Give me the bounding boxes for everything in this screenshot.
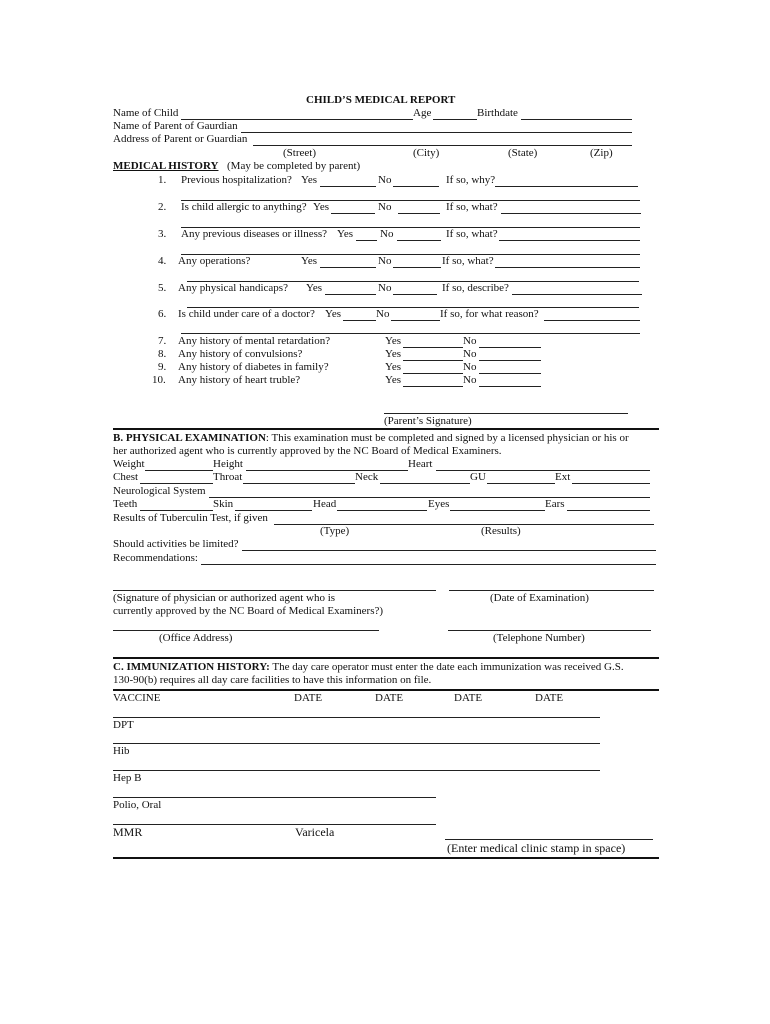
medical-history-note: (May be completed by parent) [227, 160, 361, 172]
q4-follow-label: If so, what? [442, 255, 494, 267]
q3-no-field[interactable] [397, 240, 441, 241]
ears-label: Ears [545, 498, 565, 510]
q10-yes-label: Yes [385, 374, 402, 386]
office-address-caption: (Office Address) [159, 632, 233, 644]
physician-signature-caption-1: (Signature of physician or authorized agent who is [113, 592, 336, 604]
q9-yes-field[interactable] [403, 373, 463, 374]
head-field[interactable] [337, 510, 427, 511]
parent-name-label: Name of Parent of Gaurdian [113, 120, 238, 132]
q1-yes-field[interactable] [320, 186, 376, 187]
q3-yes-field[interactable] [356, 240, 377, 241]
gu-label: GU [470, 471, 486, 483]
immunization-intro [113, 661, 624, 674]
q10-yes-field[interactable] [403, 386, 463, 387]
vaccine-varicela: Varicela [295, 825, 335, 839]
q4-number: 4. [158, 255, 167, 267]
q6-follow-field[interactable] [544, 320, 640, 321]
clinic-stamp-caption: (Enter medical clinic stamp in space) [447, 841, 626, 855]
q1-yes-label: Yes [301, 174, 318, 186]
q6-number: 6. [158, 308, 167, 320]
heart-label: Heart [408, 458, 433, 470]
section-divider-b [113, 428, 659, 430]
col-date-2: DATE [375, 692, 404, 704]
neck-label: Neck [355, 471, 379, 483]
q9-number: 9. [158, 361, 167, 373]
col-vaccine: VACCINE [113, 692, 161, 704]
q5-no-label: No [378, 282, 392, 294]
q3-no-label: No [380, 228, 394, 240]
heart-field[interactable] [436, 470, 650, 471]
vaccine-dpt: DPT [113, 719, 134, 731]
state-caption: (State) [508, 147, 538, 159]
neuro-label: Neurological System [113, 485, 206, 497]
q3-text: Any previous diseases or illness? [181, 228, 328, 240]
age-field[interactable] [433, 119, 477, 120]
col-date-1: DATE [294, 692, 323, 704]
q2-text: Is child allergic to anything? [181, 201, 307, 213]
chest-label: Chest [113, 471, 139, 483]
q10-no-field[interactable] [479, 386, 541, 387]
physician-signature-caption-2: currently approved by the NC Board of Medical Examiners?) [113, 605, 384, 617]
telephone-caption: (Telephone Number) [493, 632, 585, 644]
page-title: CHILD’S MEDICAL REPORT [306, 94, 456, 106]
q9-text: Any history of diabetes in family? [178, 361, 329, 373]
q3-number: 3. [158, 228, 167, 240]
q3-follow-label: If so, what? [446, 228, 498, 240]
physical-exam-intro-1: : This examination must be completed and signed by a licensed physician or his or [265, 432, 629, 444]
q6-yes-field[interactable] [343, 320, 376, 321]
q9-no-label: No [463, 361, 477, 373]
vaccine-polio: Polio, Oral [113, 799, 162, 811]
vaccine-row-line[interactable] [113, 824, 436, 825]
q10-number: 10. [152, 374, 166, 386]
q5-follow-label: If so, describe? [442, 282, 509, 294]
ext-field[interactable] [572, 483, 650, 484]
recommendations-label: Recommendations: [113, 552, 198, 564]
q2-no-label: No [378, 201, 392, 213]
city-caption: (City) [413, 147, 440, 159]
chest-field[interactable] [140, 483, 213, 484]
q2-no-field[interactable] [398, 213, 440, 214]
eyes-field[interactable] [450, 510, 545, 511]
skin-label: Skin [213, 498, 234, 510]
birthdate-field[interactable] [521, 119, 632, 120]
q7-yes-label: Yes [385, 335, 402, 347]
street-caption: (Street) [283, 147, 316, 159]
parent-name-field[interactable] [241, 132, 632, 133]
q6-extra-line[interactable] [181, 333, 640, 334]
immunization-header-rule [113, 689, 659, 691]
q2-yes-label: Yes [313, 201, 330, 213]
vaccine-row-line[interactable] [113, 743, 600, 744]
q4-follow-field[interactable] [495, 267, 640, 268]
q8-no-field[interactable] [479, 360, 541, 361]
q5-yes-field[interactable] [325, 294, 376, 295]
eyes-label: Eyes [428, 498, 450, 510]
q8-no-label: No [463, 348, 477, 360]
ears-field[interactable] [567, 510, 650, 511]
q7-text: Any history of mental retardation? [178, 335, 331, 347]
office-address-field[interactable] [113, 630, 379, 631]
head-label: Head [313, 498, 337, 510]
age-label: Age [413, 107, 432, 119]
name-of-child-label: Name of Child [113, 107, 179, 119]
q6-text: Is child under care of a doctor? [178, 308, 315, 320]
section-divider-c [113, 657, 659, 659]
bottom-rule [113, 857, 659, 859]
q9-yes-label: Yes [385, 361, 402, 373]
activities-limited-label: Should activities be limited? [113, 538, 239, 550]
immunization-heading: C. IMMUNIZATION HISTORY: [113, 661, 270, 673]
physical-exam-heading: B. PHYSICAL EXAMINATION [113, 432, 266, 444]
q7-yes-field[interactable] [403, 347, 463, 348]
immunization-intro-1: The day care operator must enter the date each immunization was received G.S. [269, 661, 624, 673]
medical-history-heading: MEDICAL HISTORY [113, 160, 219, 172]
weight-label: Weight [113, 458, 145, 470]
q8-number: 8. [158, 348, 167, 360]
q8-text: Any history of convulsions? [178, 348, 303, 360]
q7-number: 7. [158, 335, 167, 347]
vaccine-hib: Hib [113, 745, 130, 757]
zip-caption: (Zip) [590, 147, 613, 159]
q2-follow-field[interactable] [501, 213, 641, 214]
q1-no-field[interactable] [393, 186, 439, 187]
ext-label: Ext [555, 471, 571, 483]
q10-text: Any history of heart truble? [178, 374, 301, 386]
physical-exam-intro-2: her authorized agent who is currently approved by the NC Board of Medical Examiners. [113, 445, 502, 457]
q6-no-field[interactable] [391, 320, 440, 321]
throat-field[interactable] [243, 483, 355, 484]
teeth-label: Teeth [113, 498, 138, 510]
q8-yes-field[interactable] [403, 360, 463, 361]
immunization-intro-2: 130-90(b) requires all day care facilities to have this information on file. [113, 674, 432, 686]
address-field[interactable] [253, 145, 632, 146]
telephone-field[interactable] [448, 630, 651, 631]
gu-field[interactable] [487, 483, 555, 484]
q5-no-field[interactable] [393, 294, 437, 295]
col-date-3: DATE [454, 692, 483, 704]
vaccine-row-line[interactable] [113, 717, 600, 718]
q6-follow-label: If so, for what reason? [440, 308, 539, 320]
physician-signature-field[interactable] [113, 590, 436, 591]
q3-follow-field[interactable] [499, 240, 640, 241]
q1-no-label: No [378, 174, 392, 186]
q9-no-field[interactable] [479, 373, 541, 374]
skin-field[interactable] [235, 510, 312, 511]
q7-no-label: No [463, 335, 477, 347]
q8-yes-label: Yes [385, 348, 402, 360]
birthdate-label: Birthdate [477, 107, 518, 119]
tb-test-label: Results of Tuberculin Test, if given [113, 512, 268, 524]
vaccine-row-line[interactable] [113, 770, 600, 771]
throat-label: Throat [213, 471, 243, 483]
q4-text: Any operations? [178, 255, 251, 267]
q6-no-label: No [376, 308, 390, 320]
q10-no-label: No [463, 374, 477, 386]
address-label: Address of Parent or Guardian [113, 133, 248, 145]
vaccine-mmr: MMR [113, 825, 143, 839]
q4-yes-field[interactable] [320, 267, 376, 268]
parent-signature-caption: (Parent’s Signature) [384, 415, 472, 427]
q5-follow-field[interactable] [512, 294, 642, 295]
tb-results-caption: (Results) [481, 525, 521, 537]
q6-yes-label: Yes [325, 308, 342, 320]
activities-limited-field[interactable] [242, 550, 656, 551]
q2-number: 2. [158, 201, 167, 213]
vaccine-hepb: Hep B [113, 772, 142, 784]
height-field[interactable] [246, 470, 408, 471]
q4-no-label: No [378, 255, 392, 267]
q1-text: Previous hospitalization? [181, 174, 292, 186]
q5-number: 5. [158, 282, 167, 294]
q2-yes-field[interactable] [331, 213, 375, 214]
q5-yes-label: Yes [306, 282, 323, 294]
q4-no-field[interactable] [393, 267, 441, 268]
q1-follow-field[interactable] [495, 186, 638, 187]
vaccine-row-line[interactable] [113, 797, 436, 798]
weight-field[interactable] [145, 470, 213, 471]
clinic-stamp-field[interactable] [445, 839, 653, 840]
teeth-field[interactable] [140, 510, 213, 511]
neck-field[interactable] [380, 483, 470, 484]
q2-follow-label: If so, what? [446, 201, 498, 213]
recommendations-field[interactable] [201, 564, 656, 565]
q7-no-field[interactable] [479, 347, 541, 348]
parent-signature-field[interactable] [384, 413, 628, 414]
date-exam-caption: (Date of Examination) [490, 592, 589, 604]
q5-text: Any physical handicaps? [178, 282, 288, 294]
height-label: Height [213, 458, 243, 470]
date-exam-field[interactable] [449, 590, 654, 591]
tb-type-caption: (Type) [320, 525, 350, 537]
q4-yes-label: Yes [301, 255, 318, 267]
q1-number: 1. [158, 174, 167, 186]
col-date-4: DATE [535, 692, 564, 704]
q1-follow-label: If so, why? [446, 174, 496, 186]
q3-yes-label: Yes [337, 228, 354, 240]
physical-exam-intro [113, 432, 629, 445]
